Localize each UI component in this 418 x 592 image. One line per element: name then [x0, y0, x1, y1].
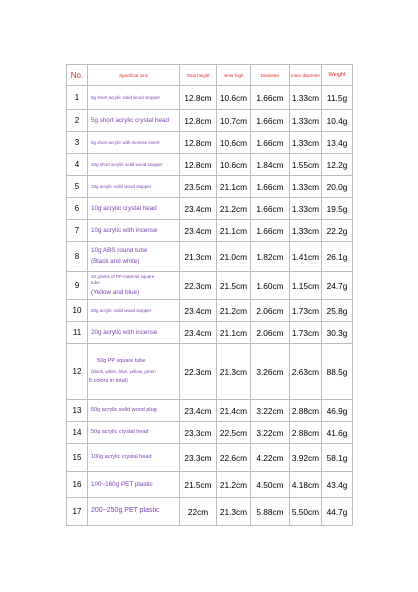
total-height-cell: 22.3cm	[180, 272, 217, 300]
row-number: 13	[67, 400, 88, 422]
diameter-cell: 1.66cm	[251, 132, 290, 154]
table-row	[67, 498, 353, 526]
total-height-cell: 21.3cm	[180, 242, 217, 272]
weight-cell: 24.7g	[322, 272, 353, 300]
total-height-cell: 12.8cm	[180, 154, 217, 176]
weight-cell: 10.4g	[322, 110, 353, 132]
specification-line: 10g acrylic crystal head	[91, 204, 157, 212]
inner-diameter-cell: 1.33cm	[290, 110, 322, 132]
specification-line: 100g acrylic crystal head	[91, 454, 152, 461]
row-number: 9	[67, 272, 88, 300]
row-number: 15	[67, 444, 88, 472]
specification-cell	[88, 176, 180, 198]
diameter-cell: 1.60cm	[251, 272, 290, 300]
total-height-cell: 12.8cm	[180, 86, 217, 110]
diameter-cell: 1.66cm	[251, 198, 290, 220]
table-row	[67, 444, 353, 472]
total-height-cell: 12.8cm	[180, 110, 217, 132]
row-number: 7	[67, 220, 88, 242]
table-row	[67, 86, 353, 110]
row-number: 10	[67, 300, 88, 322]
total-height-cell: 23.4cm	[180, 220, 217, 242]
total-height-cell: 23.4cm	[180, 198, 217, 220]
specification-cell	[88, 272, 180, 300]
inner-diameter-cell: 1.33cm	[290, 132, 322, 154]
inner-diameter-cell: 2.88cm	[290, 422, 322, 444]
row-number: 2	[67, 110, 88, 132]
total-height-cell: 23.3cm	[180, 444, 217, 472]
specification-cell	[88, 344, 180, 400]
inner-diameter-cell: 1.55cm	[290, 154, 322, 176]
inner-high-cell: 21.1cm	[217, 322, 251, 344]
specification-cell	[88, 422, 180, 444]
inner-diameter-cell: 1.73cm	[290, 322, 322, 344]
diameter-cell: 3.26cm	[251, 344, 290, 400]
inner-high-cell: 22.5cm	[217, 422, 251, 444]
specification-line: 50g acrylic solid wood plug	[91, 407, 157, 414]
specification-line: 50g acrylic crystal head	[91, 429, 149, 436]
weight-cell: 20.0g	[322, 176, 353, 198]
specification-line: 10g acrylic with incense	[91, 226, 158, 234]
spec-table	[66, 64, 353, 526]
specification-cell	[88, 110, 180, 132]
table-body	[67, 86, 353, 526]
diameter-cell: 2.06cm	[251, 322, 290, 344]
header-weight: Weight	[322, 65, 353, 86]
diameter-cell: 1.66cm	[251, 220, 290, 242]
header-specifications: Specificat ions	[88, 65, 180, 86]
specification-line: (black, white, blue, yellow, green	[91, 368, 156, 374]
inner-diameter-cell: 3.92cm	[290, 444, 322, 472]
specification-line: 5g short acrylic solid wood stopper	[91, 94, 161, 100]
weight-cell: 19.5g	[322, 198, 353, 220]
diameter-cell: 1.66cm	[251, 86, 290, 110]
table-row	[67, 220, 353, 242]
specification-cell	[88, 220, 180, 242]
specification-line: 200~250g PET plastic	[91, 507, 160, 515]
inner-diameter-cell: 2.63cm	[290, 344, 322, 400]
specification-line: 10 grams of PP material square	[91, 273, 155, 279]
inner-high-cell: 21.3cm	[217, 498, 251, 526]
specification-cell	[88, 472, 180, 498]
inner-high-cell: 21.1cm	[217, 220, 251, 242]
specification-line: 5g short acrylic with incense insert	[91, 139, 160, 145]
specification-line: 5 colors in total)	[89, 378, 128, 385]
inner-high-cell: 21.2cm	[217, 300, 251, 322]
total-height-cell: 23.3cm	[180, 422, 217, 444]
inner-high-cell: 21.2cm	[217, 472, 251, 498]
total-height-cell: 22cm	[180, 498, 217, 526]
specification-cell	[88, 132, 180, 154]
inner-high-cell: 10.7cm	[217, 110, 251, 132]
table-row	[67, 176, 353, 198]
inner-high-cell: 10.6cm	[217, 154, 251, 176]
inner-diameter-cell: 1.41cm	[290, 242, 322, 272]
specification-line: tube	[91, 279, 100, 285]
inner-high-cell: 21.1cm	[217, 176, 251, 198]
inner-diameter-cell: 4.18cm	[290, 472, 322, 498]
inner-high-cell: 10.6cm	[217, 86, 251, 110]
weight-cell: 12.2g	[322, 154, 353, 176]
weight-cell: 43.4g	[322, 472, 353, 498]
specification-line: (Black and white)	[91, 258, 140, 265]
diameter-cell: 1.84cm	[251, 154, 290, 176]
total-height-cell: 21.5cm	[180, 472, 217, 498]
weight-cell: 41.6g	[322, 422, 353, 444]
specification-line: 100~160g PET plastic	[91, 480, 153, 488]
specification-cell	[88, 498, 180, 526]
inner-diameter-cell: 2.88cm	[290, 400, 322, 422]
table-row	[67, 300, 353, 322]
weight-cell: 26.1g	[322, 242, 353, 272]
total-height-cell: 22.3cm	[180, 344, 217, 400]
weight-cell: 11.5g	[322, 86, 353, 110]
table-row	[67, 400, 353, 422]
specification-line: 10g short acrylic solid wood stopper	[91, 161, 163, 167]
table-row	[67, 322, 353, 344]
table-row	[67, 242, 353, 272]
table-row	[67, 272, 353, 300]
header-diameter: Diameter	[251, 65, 290, 86]
table-row	[67, 422, 353, 444]
inner-diameter-cell: 1.33cm	[290, 86, 322, 110]
diameter-cell: 4.22cm	[251, 444, 290, 472]
inner-high-cell: 21.3cm	[217, 344, 251, 400]
table-row	[67, 344, 353, 400]
header-total-height: Total height	[180, 65, 217, 86]
weight-cell: 25.8g	[322, 300, 353, 322]
total-height-cell: 23.4cm	[180, 322, 217, 344]
inner-high-cell: 21.4cm	[217, 400, 251, 422]
inner-high-cell: 21.5cm	[217, 272, 251, 300]
total-height-cell: 23.5cm	[180, 176, 217, 198]
spec-sheet	[66, 64, 352, 526]
diameter-cell: 1.66cm	[251, 176, 290, 198]
table-row	[67, 132, 353, 154]
row-number: 12	[67, 344, 88, 400]
table-row	[67, 154, 353, 176]
specification-cell	[88, 400, 180, 422]
inner-diameter-cell: 5.50cm	[290, 498, 322, 526]
specification-line: 10g ABS round tube	[91, 247, 148, 255]
header-row	[67, 65, 353, 86]
total-height-cell: 23.4cm	[180, 300, 217, 322]
total-height-cell: 23.4cm	[180, 400, 217, 422]
inner-high-cell: 21.0cm	[217, 242, 251, 272]
specification-cell	[88, 86, 180, 110]
specification-line: 20g acrylic with incense	[91, 328, 158, 336]
diameter-cell: 4.50cm	[251, 472, 290, 498]
inner-high-cell: 21.2cm	[217, 198, 251, 220]
inner-high-cell: 10.6cm	[217, 132, 251, 154]
weight-cell: 88.5g	[322, 344, 353, 400]
specification-line: 10g acrylic solid wood stopper	[91, 183, 152, 189]
diameter-cell: 1.82cm	[251, 242, 290, 272]
weight-cell: 46.9g	[322, 400, 353, 422]
diameter-cell: 3.22cm	[251, 400, 290, 422]
header-no: No.	[67, 65, 88, 86]
specification-line: 50g PP square tube	[97, 357, 146, 364]
specification-cell	[88, 444, 180, 472]
inner-diameter-cell: 1.33cm	[290, 220, 322, 242]
row-number: 6	[67, 198, 88, 220]
header-inner-diameter: Inner diameter	[290, 65, 322, 86]
inner-diameter-cell: 1.15cm	[290, 272, 322, 300]
diameter-cell: 2.06cm	[251, 300, 290, 322]
specification-line: (Yellow and blue)	[91, 289, 140, 297]
row-number: 1	[67, 86, 88, 110]
specification-line: 20g acrylic solid wood stopper	[91, 307, 152, 313]
diameter-cell: 1.66cm	[251, 110, 290, 132]
diameter-cell: 3.22cm	[251, 422, 290, 444]
weight-cell: 58.1g	[322, 444, 353, 472]
total-height-cell: 12.8cm	[180, 132, 217, 154]
weight-cell: 22.2g	[322, 220, 353, 242]
row-number: 5	[67, 176, 88, 198]
inner-diameter-cell: 1.33cm	[290, 176, 322, 198]
specification-cell	[88, 154, 180, 176]
inner-diameter-cell: 1.73cm	[290, 300, 322, 322]
table-row	[67, 110, 353, 132]
row-number: 4	[67, 154, 88, 176]
row-number: 14	[67, 422, 88, 444]
specification-cell	[88, 322, 180, 344]
specification-cell	[88, 198, 180, 220]
weight-cell: 30.3g	[322, 322, 353, 344]
diameter-cell: 5.88cm	[251, 498, 290, 526]
row-number: 3	[67, 132, 88, 154]
inner-high-cell: 22.6cm	[217, 444, 251, 472]
row-number: 11	[67, 322, 88, 344]
specification-cell	[88, 242, 180, 272]
weight-cell: 44.7g	[322, 498, 353, 526]
row-number: 8	[67, 242, 88, 272]
table-row	[67, 198, 353, 220]
specification-cell	[88, 300, 180, 322]
inner-diameter-cell: 1.33cm	[290, 198, 322, 220]
row-number: 17	[67, 498, 88, 526]
table-row	[67, 472, 353, 498]
header-inner-high: Inner high	[217, 65, 251, 86]
weight-cell: 13.4g	[322, 132, 353, 154]
row-number: 16	[67, 472, 88, 498]
specification-line: 5g short acrylic crystal head	[91, 116, 170, 124]
